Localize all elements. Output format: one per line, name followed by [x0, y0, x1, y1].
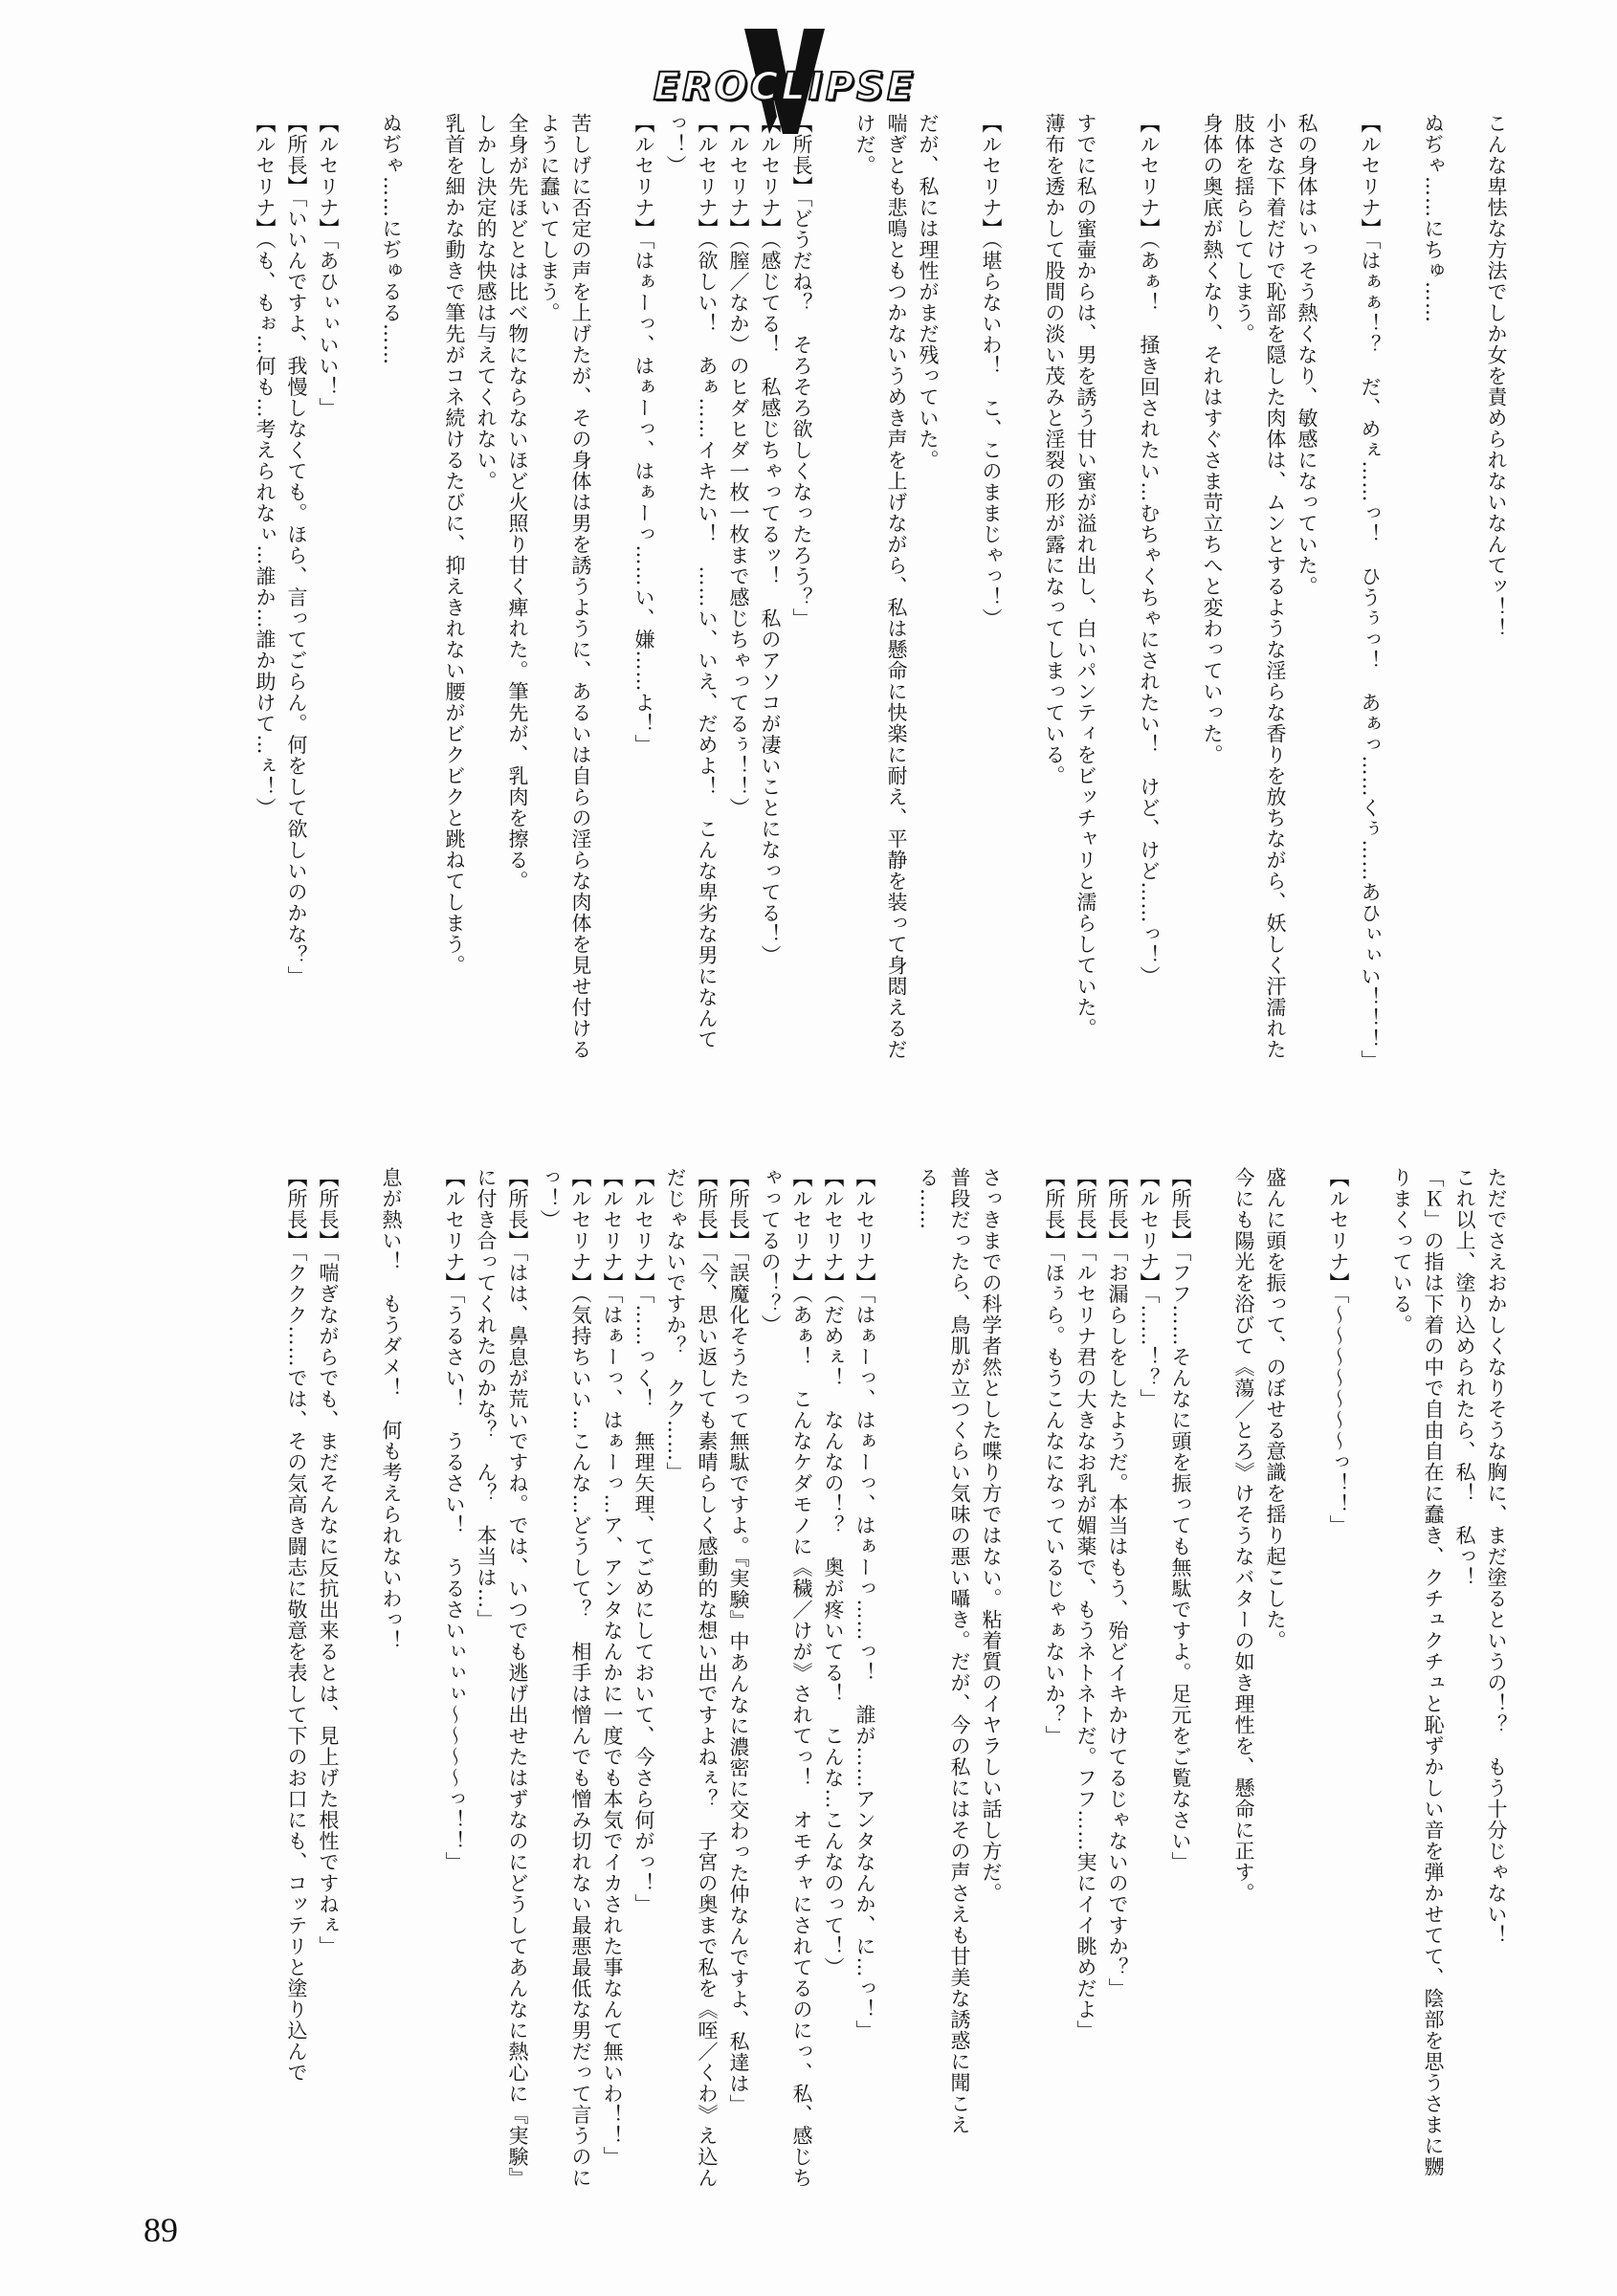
- lower-text-section: [280, 1167, 1512, 2191]
- page-number: 89: [144, 2211, 178, 2249]
- text-paragraph: だが、私には理性がまだ残っていた。: [917, 113, 940, 471]
- text-paragraph: 乳首を細かな動きで筆先がコネ続けるたびに、抑えきれない腰がビクビクと跳ねてしまう。: [443, 113, 466, 976]
- text-paragraph: 【所長】「ルセリナ君の大きなお乳が媚薬で、もうネトネトだ。フフ……実にイイ眺めだよ」: [1074, 1167, 1097, 2042]
- text-paragraph: 【所長】「フフ……そんなに頭を振っても無駄ですよ。足元をご覧なさい」: [1169, 1167, 1192, 1873]
- text-paragraph: [1354, 1167, 1385, 2191]
- text-paragraph: 普段だったら、鳥肌が立つくらい気味の悪い囁き。だが、今の私にはその声さえも甘美な誘惑に聞こえる……: [917, 1167, 971, 2135]
- text-paragraph: すでに私の蜜壷からは、男を誘う甘い蜜が溢れ出し、白いパンティをビッチャリと濡らしていた。: [1074, 113, 1097, 1039]
- text-paragraph: 【ルセリナ】「うるさい！ うるさい！ うるさいぃぃぃ～～～～っ！！」: [443, 1167, 466, 1873]
- text-paragraph: 【ルセリナ】（あぁ！ 掻き回されたい…むちゃくちゃにされたい！ けど、けど……っ！）: [1138, 113, 1161, 987]
- text-paragraph: しかし決定的な快感は与えてくれない。: [475, 113, 498, 492]
- text-paragraph: [343, 1167, 375, 2191]
- text-paragraph: [1291, 1167, 1322, 2191]
- text-paragraph: さっきまでの科学者然とした喋り方ではない。粘着質のイヤラしい話し方だ。: [980, 1167, 1003, 1904]
- text-paragraph: 【ルセリナ】「あひぃぃいい！」: [317, 113, 340, 419]
- text-paragraph: [1385, 113, 1417, 1079]
- text-paragraph: 今にも陽光を浴びて《蕩／とろ》けそうなバターの如き理性を、懸命に正す。: [1232, 1167, 1255, 1904]
- text-paragraph: 【所長】「誤魔化そうたって無駄ですよ。『実験』中あんなに濃密に交わった仲なんですよ、私達は」: [727, 1167, 750, 2115]
- text-paragraph: 【ルセリナ】（欲しい！ あぁ……イキたい！ ……い、いえ、だめよ！ こんな卑劣な男になんてっ！）: [664, 113, 719, 1050]
- text-paragraph: [1101, 113, 1133, 1079]
- text-paragraph: 【所長】「喘ぎながらでも、まだそんなに反抗出来るとは、見上げた根性ですねぇ」: [317, 1167, 340, 1957]
- text-paragraph: 【ルセリナ】（も、もぉ…何も…考えられなぃ…誰か…誰か助けて…ぇ！）: [254, 113, 277, 819]
- text-paragraph: 【所長】「お漏らしをしたようだ。本当はもう、殆どイキかけてるじゃないのですか？」: [1106, 1167, 1129, 1999]
- text-paragraph: 【ルセリナ】（感じてる！ 私感じちゃってるッ！ 私のアソコが凄いことになってる！）: [759, 113, 782, 966]
- text-paragraph: 【ルセリナ】「……っく！ 無理矢理、てごめにしておいて、今さら何がっ！」: [632, 1167, 655, 1915]
- text-paragraph: 【所長】「ククク……では、その気高き闘志に敬意を表して下のお口にも、コッテリと塗り込んで: [285, 1167, 308, 2084]
- text-paragraph: こんな卑怯な方法でしか女を責められないなんてッ！！: [1485, 113, 1508, 639]
- logo-text: EROCLIPSE: [653, 65, 917, 109]
- text-paragraph: 【所長】「ほぅら。もうこんなになっているじゃぁないか？」: [1043, 1167, 1066, 1747]
- text-paragraph: [1196, 1167, 1228, 2191]
- text-paragraph: 【ルセリナ】「はぁぁ！？ だ、めぇ……っ！ ひうぅっ！ あぁっ……くぅ……あひぃぃい！！！」: [1359, 113, 1382, 1071]
- text-paragraph: 【ルセリナ】（だめぇ！ なんなの！？ 奥が疼いてる！ こんな…こんなのって！）: [822, 1167, 845, 1978]
- text-paragraph: ただでさえおかしくなりそうな胸に、まだ塗るというの！？ もう十分じゃない！: [1485, 1167, 1508, 1946]
- text-paragraph: [407, 113, 438, 1079]
- text-paragraph: [1322, 113, 1354, 1079]
- text-paragraph: [943, 113, 975, 1079]
- text-paragraph: これ以上、塗り込められたら、私！ 私っ！: [1453, 1167, 1476, 1588]
- text-paragraph: [596, 113, 628, 1079]
- upper-text-section: [249, 113, 1512, 1079]
- text-paragraph: 【ルセリナ】「はぁーっ、はぁーっ、はぁーっ……い、嫌……よ！」: [632, 113, 655, 756]
- text-paragraph: 苦しげに否定の声を上げたが、その身体は男を誘うように、あるいは自らの淫らな肉体を見せ付けるように蠢いてしまう。: [538, 113, 592, 1060]
- text-paragraph: 【ルセリナ】「はぁーっ、はぁーっ…ア、アンタなんかに一度でも本気でイカされた事なんて無いわ！！」: [601, 1167, 624, 2168]
- text-paragraph: 【ルセリナ】「～～～～～～～っ！！」: [1327, 1167, 1350, 1536]
- text-paragraph: [1007, 113, 1038, 1079]
- text-paragraph: 小さな下着だけで恥部を隠した肉体は、ムンとするような淫らな香りを放ちながら、妖しく汗濡れた肢体を揺らしてしまう。: [1232, 113, 1287, 1060]
- text-paragraph: 私の身体はいっそう熱くなり、敏感になっていた。: [1296, 113, 1318, 597]
- text-paragraph: 【ルセリナ】（あぁ！ こんなケダモノに《穢／けが》されてっ！ オモチャにされてるのにっ、私、感じちゃってるの！？）: [759, 1167, 813, 2189]
- text-paragraph: 全身が先ほどとは比べ物にならないほど火照り甘く痺れた。筆先が、乳肉を擦る。: [506, 113, 529, 892]
- text-paragraph: 【ルセリナ】「はぁーっ、はぁーっ、はぁーっ……っ！ 誰が……アンタなんか、に…っ！」: [853, 1167, 876, 2042]
- text-paragraph: 息が熱い！ もうダメ！ 何も考えられないわっ！: [380, 1167, 403, 1651]
- text-paragraph: [817, 113, 849, 1079]
- text-paragraph: [880, 1167, 912, 2191]
- text-paragraph: [1007, 1167, 1038, 2191]
- text-paragraph: [1164, 113, 1196, 1079]
- text-paragraph: 【ルセリナ】（膣／なか）のヒダヒダ一枚一枚まで感じちゃってるぅ！！）: [727, 113, 750, 819]
- text-paragraph: 身体の奥底が熱くなり、それはすぐさま苛立ちへと変わっていった。: [1201, 113, 1224, 765]
- text-paragraph: 【所長】「いいんですよ、我慢しなくても。ほら、言ってごらん。何をして欲しいのかな？」: [285, 113, 308, 987]
- text-paragraph: 薄布を透かして股間の淡い茂みと淫裂の形が露になってしまっている。: [1043, 113, 1066, 786]
- text-paragraph: 【所長】「はは、鼻息が荒いですね。では、いつでも逃げ出せたはずなのにどうしてあんなに熱心に『実験』に付き合ってくれたのかな？ ん？ 本当は…」: [475, 1167, 529, 2189]
- text-paragraph: ぬぢゃ……にちゅ……: [1422, 113, 1445, 323]
- text-paragraph: 「Ｋ」の指は下着の中で自由自在に蠢き、クチュクチュと恥ずかしい音を弾かせてて、陰部を思うさまに嬲りまくっている。: [1390, 1167, 1445, 2177]
- text-paragraph: [1449, 113, 1480, 1079]
- text-paragraph: 盛んに頭を振って、のぼせる意識を揺り起こした。: [1264, 1167, 1287, 1651]
- text-paragraph: ぬぢゃ……にぢゅるる……: [380, 113, 403, 365]
- text-paragraph: [407, 1167, 438, 2191]
- text-paragraph: 【所長】「どうだね？ そろそろ欲しくなったろう？」: [790, 113, 813, 629]
- text-paragraph: 【所長】「今、思い返しても素晴らしく感動的な想い出ですよねぇ？ 子宮の奥まで私を《咥／くわ》え込んだじゃないですか？ クク……」: [664, 1167, 719, 2189]
- text-paragraph: 【ルセリナ】「……！？」: [1138, 1167, 1161, 1410]
- text-paragraph: 喘ぎとも悲鳴ともつかないうめき声を上げながら、私は懸命に快楽に耐え、平静を装って身悶えるだけだ。: [853, 113, 908, 1060]
- text-paragraph: 【ルセリナ】（堪らないわ！ こ、このままじゃっ！）: [980, 113, 1003, 629]
- text-paragraph: [343, 113, 375, 1079]
- text-paragraph: 【ルセリナ】（気持ちいい…こんな…どうして？ 相手は憎んでも憎み切れない最悪最低な男だって言うのにっ！）: [538, 1167, 592, 2189]
